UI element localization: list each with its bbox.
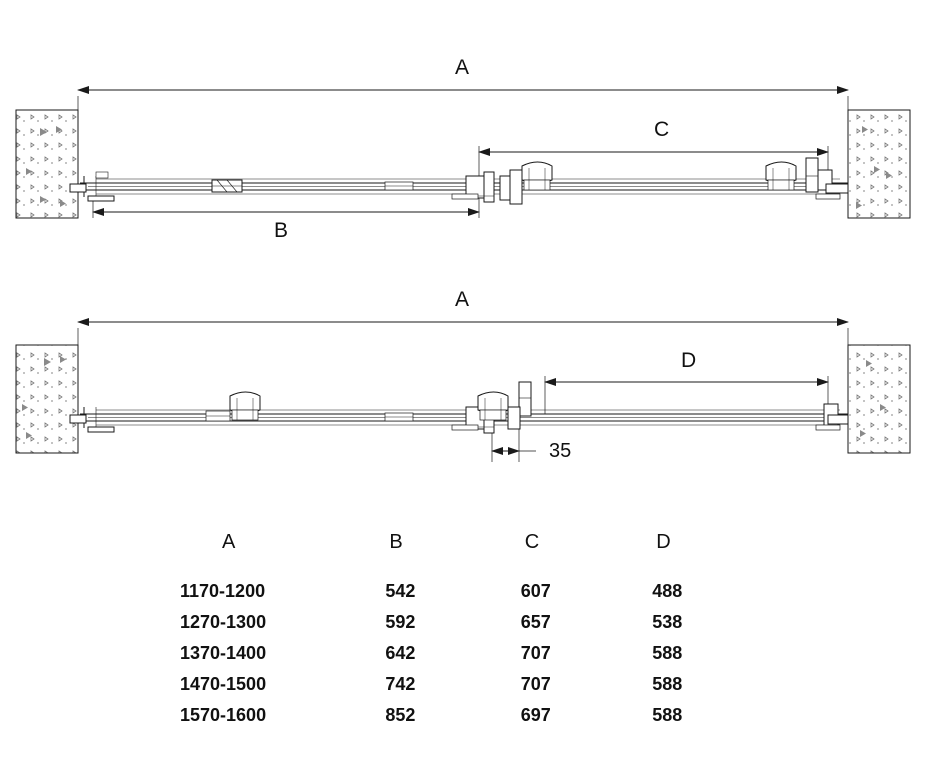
header-A: A: [222, 531, 236, 553]
wall-right-bottom: [848, 345, 910, 453]
cell-b: 542: [385, 581, 416, 601]
cell-b: 592: [385, 612, 416, 632]
size-table: [150, 525, 770, 731]
table-header-row: [150, 525, 770, 576]
header-C: C: [524, 531, 540, 553]
cell-d: 538: [652, 612, 683, 632]
wall-right-top: [848, 110, 910, 218]
table-row: [150, 607, 770, 638]
cell-a: 1170-1200: [180, 581, 266, 601]
table-row: [150, 576, 770, 607]
dimension-D-bottom: [545, 376, 828, 414]
label-D-bottom: D: [681, 349, 697, 372]
wall-left-top: [16, 110, 78, 218]
header-D: D: [656, 531, 671, 553]
header-B: B: [389, 531, 403, 553]
view-bottom-group: [16, 322, 910, 462]
dimension-A-bottom: [78, 322, 848, 418]
label-35-bottom: 35: [549, 440, 572, 462]
table-row: [150, 638, 770, 669]
cell-c: 697: [520, 705, 551, 725]
label-B-top: B: [274, 219, 289, 242]
door-assembly-top: [70, 158, 848, 204]
cell-c: 707: [520, 674, 551, 694]
dimension-A-top: [78, 90, 848, 186]
door-assembly-bottom: [70, 382, 848, 433]
view-top-group: [16, 90, 910, 218]
cell-d: 588: [652, 643, 683, 663]
cell-d: 588: [652, 674, 683, 694]
cell-c: 607: [520, 581, 551, 601]
cell-b: 852: [385, 705, 416, 725]
cell-a: 1370-1400: [180, 643, 267, 663]
cell-b: 642: [385, 643, 416, 663]
cell-c: 707: [520, 643, 551, 663]
label-A-bottom: A: [455, 288, 470, 311]
cell-a: 1570-1600: [180, 705, 267, 725]
roller-centre-bottom: [478, 392, 508, 420]
roller-right-top: [766, 162, 796, 190]
cell-a: 1270-1300: [180, 612, 267, 632]
table-row: [150, 700, 770, 731]
label-C-top: C: [654, 118, 670, 141]
label-A-top: A: [455, 56, 470, 79]
roller-left-bottom: [230, 392, 260, 420]
cell-d: 588: [652, 705, 683, 725]
roller-centre-top: [500, 162, 552, 204]
wall-left-bottom: [16, 345, 78, 453]
table-row: [150, 669, 770, 700]
cell-c: 657: [520, 612, 551, 632]
cell-a: 1470-1500: [180, 674, 267, 694]
cell-d: 488: [652, 581, 683, 601]
cell-b: 742: [385, 674, 416, 694]
